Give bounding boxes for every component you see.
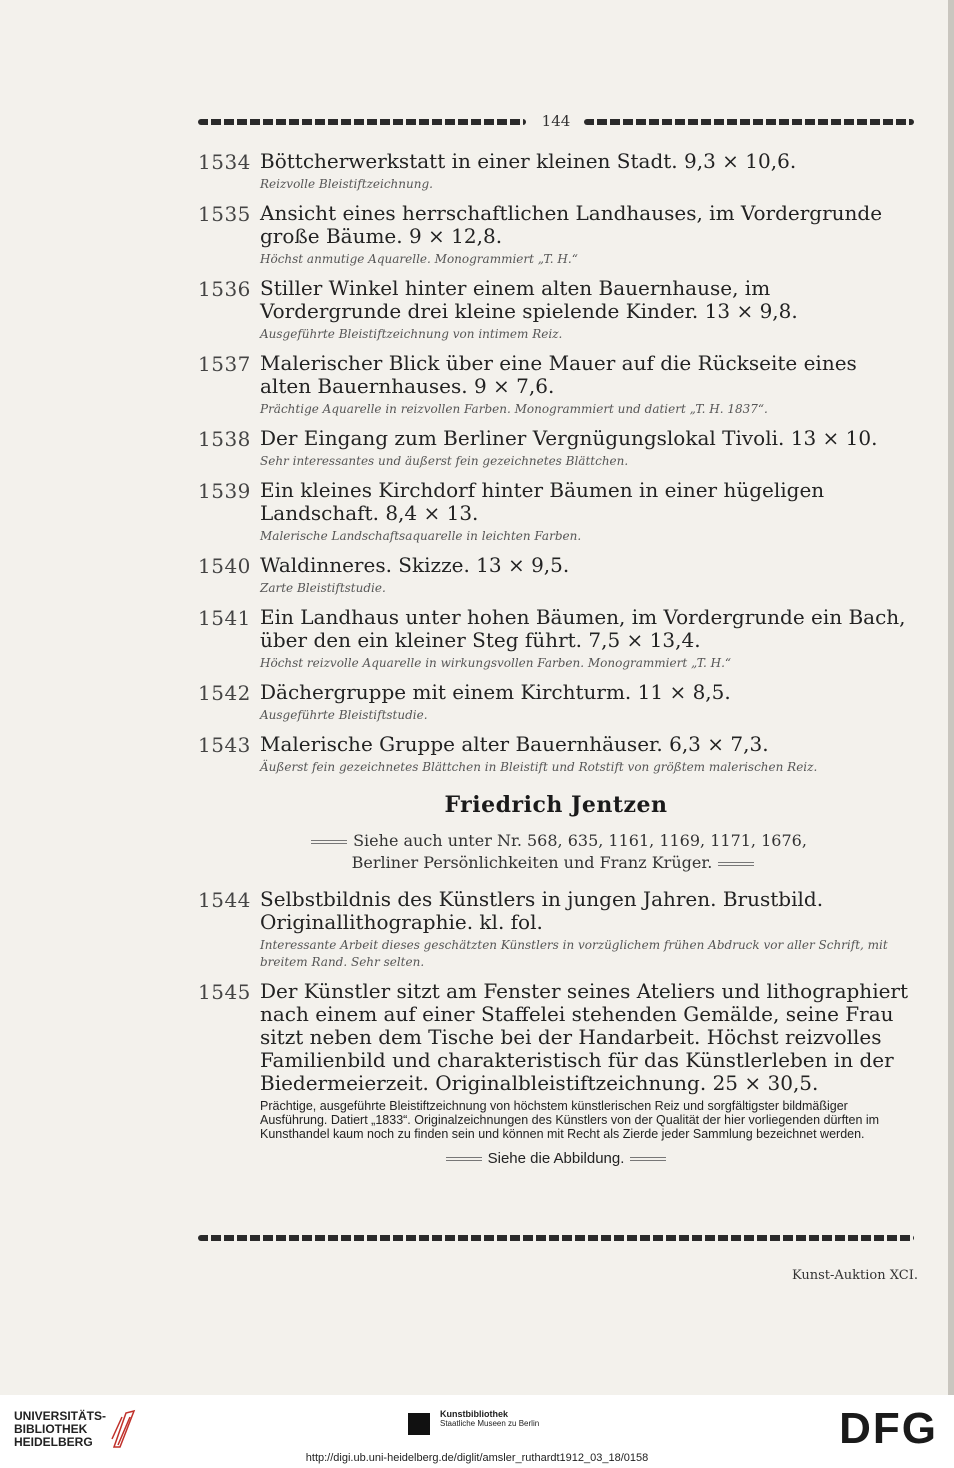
entry-number: 1540 [198, 554, 251, 578]
entry-number: 1535 [198, 202, 251, 226]
entry-title: Malerische Gruppe alter Bauernhäuser. 6,3 × 7,3. [260, 732, 769, 756]
entry-number: 1543 [198, 733, 251, 757]
dash-ornament [311, 840, 347, 844]
dfg-logo[interactable]: DFG [839, 1404, 938, 1453]
kunstbibliothek-square-icon [408, 1413, 430, 1435]
entry-title: Stiller Winkel hinter einem alten Bauernhause, im Vordergrunde drei kleine spielende Kinder. 13 × 9,8. [260, 276, 798, 323]
entry-title: Böttcherwerkstatt in einer kleinen Stadt. 9,3 × 10,6. [260, 149, 797, 173]
entry-number: 1541 [198, 606, 251, 630]
ornament-bottom [198, 1235, 914, 1241]
entry-description: Interessante Arbeit dieses geschätzten Künstlers in vorzüglichem frühen Abdruck vor aller Schrift, mit breitem Rand. Sehr selten. [260, 938, 888, 969]
see-also-note [198, 830, 914, 874]
page-number: 144 [541, 112, 571, 130]
entry-number: 1538 [198, 427, 251, 451]
see-figure-note [198, 1150, 914, 1167]
entry-description: Äußerst fein gezeichnetes Blättchen in Bleistift und Rotstift von größtem malerischen Reiz. [260, 760, 818, 774]
entry-title: Selbstbildnis des Künstlers in jungen Jahren. Brustbild. Originallithographie. kl. fol. [260, 887, 824, 934]
entry-description: Prächtige, ausgeführte Bleistiftzeichnung von höchstem künstlerischen Reiz und sorgfältigster bildmäßiger Ausführung. Datiert „1833“. Originalzeichnungen des Künstlers von der Qualität der hier vorliegenden dürften im Kunsthandel kaum noch zu finden sein und können mit Recht als Zierde jeder Sammlung bezeichnet werden. [260, 1099, 880, 1141]
entry-title: Waldinneres. Skizze. 13 × 9,5. [260, 553, 570, 577]
university-emblem-icon [110, 1409, 136, 1449]
dash-ornament [630, 1157, 666, 1161]
entry-title: Der Eingang zum Berliner Vergnügungslokal Tivoli. 13 × 10. [260, 426, 878, 450]
university-library-text [14, 1410, 106, 1449]
catalog-entry [198, 277, 914, 343]
catalog-entry [198, 888, 914, 971]
catalog-entry [198, 554, 914, 597]
entry-description: Sehr interessantes und äußerst fein gezeichnetes Blättchen. [260, 454, 629, 468]
kb-title: Kunstbibliothek [440, 1409, 508, 1419]
catalog-entry [198, 606, 914, 672]
entry-number: 1536 [198, 277, 251, 301]
entry-title: Ansicht eines herrschaftlichen Landhauses, im Vordergrunde große Bäume. 9 × 12,8. [260, 201, 883, 248]
entry-title: Dächergruppe mit einem Kirchturm. 11 × 8,5. [260, 680, 731, 704]
kb-subtitle: Staatliche Museen zu Berlin [440, 1419, 540, 1428]
entry-number: 1534 [198, 150, 251, 174]
footer-ornament [198, 1232, 914, 1244]
digitization-footer-bar [0, 1395, 954, 1468]
catalog-entry [198, 681, 914, 724]
entry-description: Malerische Landschaftsaquarelle in leichten Farben. [260, 529, 582, 543]
catalog-entry [198, 202, 914, 268]
catalog-entry [198, 479, 914, 545]
entry-description: Ausgeführte Bleistiftzeichnung von intimem Reiz. [260, 327, 563, 341]
ornament-right [584, 119, 914, 125]
uni-line-1: UNIVERSITÄTS- [14, 1408, 107, 1423]
dash-ornament [446, 1157, 482, 1161]
dash-ornament [718, 862, 754, 866]
entry-number: 1545 [198, 980, 251, 1004]
ornament-left [198, 119, 526, 125]
kunstbibliothek-logo[interactable] [408, 1409, 539, 1435]
uni-line-3: HEIDELBERG [14, 1434, 93, 1449]
see-also-line-1: Siehe auch unter Nr. 568, 635, 1161, 1169, 1171, 1676, [353, 831, 807, 850]
entry-description: Prächtige Aquarelle in reizvollen Farben. Monogrammiert und datiert „T. H. 1837“. [260, 402, 768, 416]
catalog-entries [198, 150, 914, 1167]
entry-number: 1539 [198, 479, 251, 503]
catalog-entry [198, 150, 914, 193]
catalog-entry [198, 980, 914, 1141]
entry-title: Der Künstler sitzt am Fenster seines Ateliers und lithographiert nach einem auf einer Staffelei stehenden Gemälde, seine Frau sitzt neben dem Tische bei der Handarbeit. Höchst reizvolles Familienbild und charakteristisch für das Künstlerleben in der Biedermeierzeit. Originalbleistiftzeichnung. 25 × 30,5. [260, 979, 909, 1095]
entry-title: Malerischer Blick über eine Mauer auf die Rückseite eines alten Bauernhauses. 9 × 7,6. [260, 351, 857, 398]
catalog-entry [198, 427, 914, 470]
entry-description: Höchst reizvolle Aquarelle in wirkungsvollen Farben. Monogrammiert „T. H.“ [260, 656, 732, 670]
see-figure-text: Siehe die Abbildung. [487, 1150, 625, 1167]
catalog-entry [198, 733, 914, 776]
entry-description: Höchst anmutige Aquarelle. Monogrammiert „T. H.“ [260, 252, 578, 266]
uni-line-2: BIBLIOTHEK [14, 1421, 88, 1436]
source-url[interactable]: http://digi.ub.uni-heidelberg.de/diglit/amsler_ruthardt1912_03_18/0158 [305, 1452, 649, 1464]
auction-footer: Kunst-Auktion XCI. [791, 1268, 918, 1283]
entry-title: Ein Landhaus unter hohen Bäumen, im Vordergrunde ein Bach, über den ein kleiner Steg führt. 7,5 × 13,4. [260, 605, 906, 652]
entry-number: 1542 [198, 681, 251, 705]
entry-title: Ein kleines Kirchdorf hinter Bäumen in einer hügeligen Landschaft. 8,4 × 13. [260, 478, 825, 525]
see-also-line-2: Berliner Persönlichkeiten und Franz Krüger. [351, 853, 713, 872]
entry-description: Zarte Bleistiftstudie. [260, 581, 386, 595]
catalog-entry [198, 352, 914, 418]
university-library-logo[interactable] [14, 1409, 136, 1449]
entry-number: 1537 [198, 352, 251, 376]
entry-number: 1544 [198, 888, 251, 912]
entry-description: Reizvolle Bleistiftzeichnung. [260, 177, 433, 191]
entry-description: Ausgeführte Bleistiftstudie. [260, 708, 428, 722]
section-heading: Friedrich Jentzen [444, 792, 668, 818]
kunstbibliothek-text [440, 1409, 539, 1429]
